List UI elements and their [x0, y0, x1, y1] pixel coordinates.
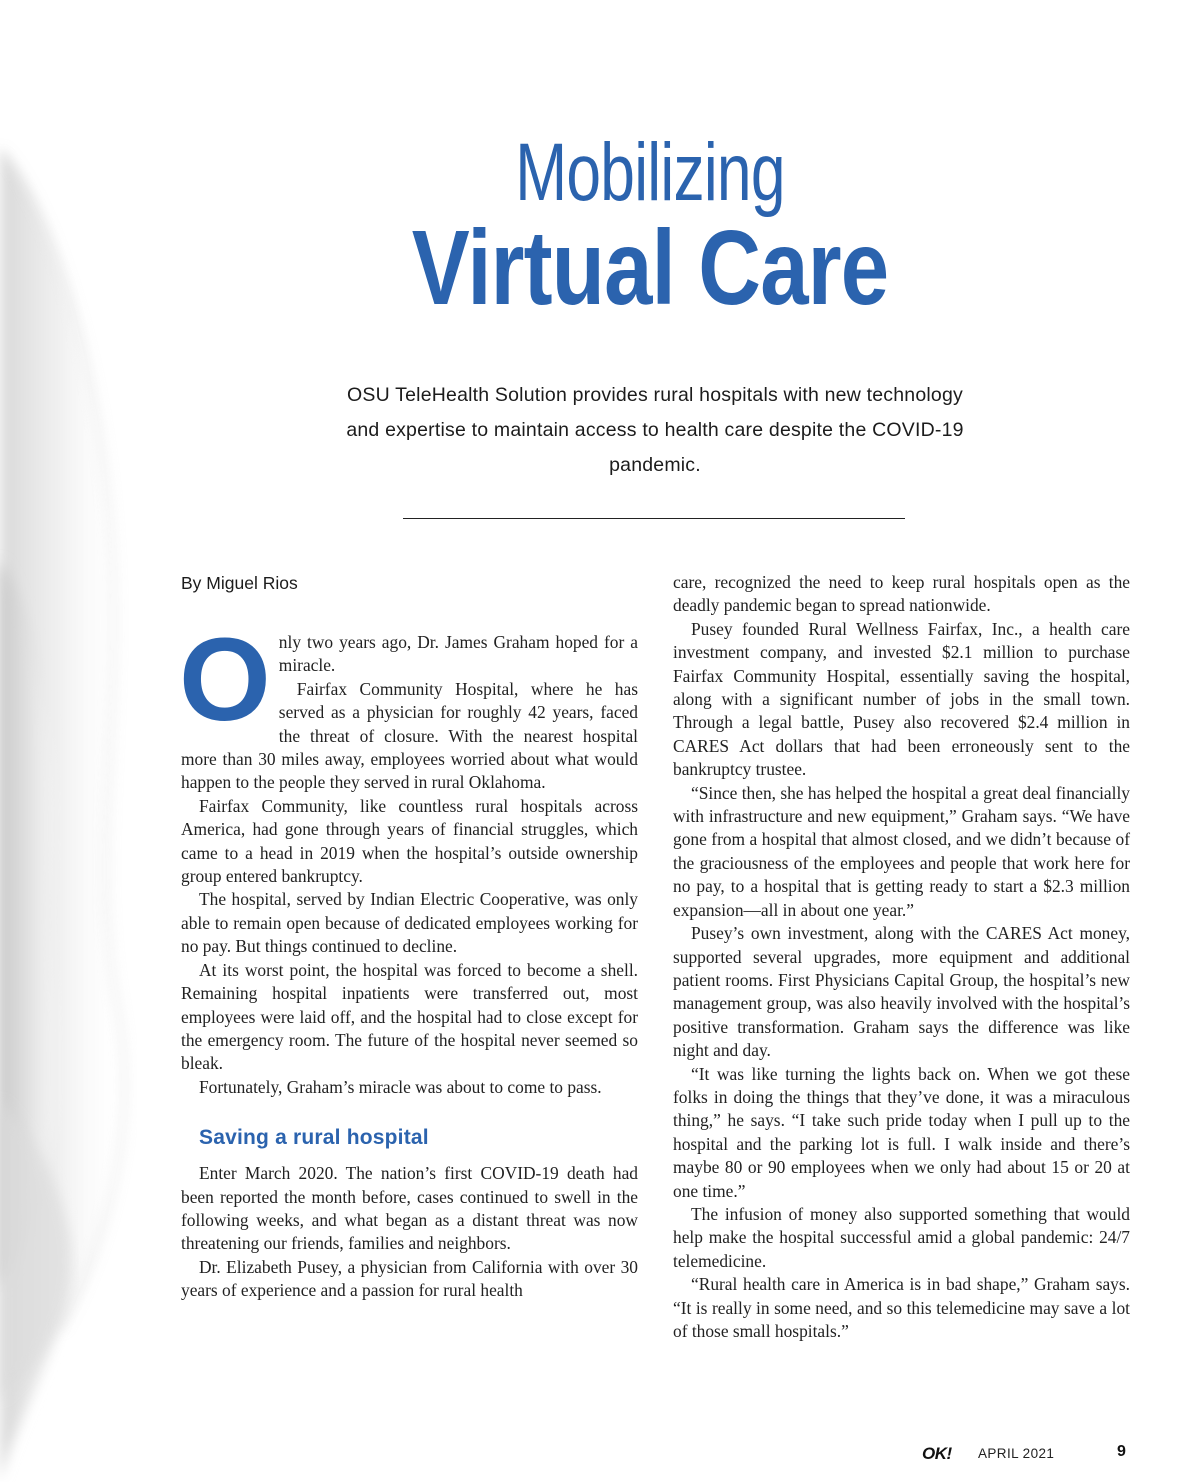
article-paragraph: At its worst point, the hospital was forced to become a shell. Remaining hospital inpatients were transferred out, most employees were laid off, and the hospital had to close except for the emergency room. The future of the hospital never seemed so bleak. — [181, 959, 638, 1074]
article-paragraph: Pusey’s own investment, along with the CARES Act money, supported several upgrades, more equipment and additional patient rooms. First Physicians Capital Group, the hospital’s new management group, was also heavily involved with the hospital’s positive transformation. Graham says the difference was like night and day. — [673, 923, 1130, 1061]
section-subhead: Saving a rural hospital — [199, 1126, 429, 1150]
headline — [250, 127, 1050, 327]
headline-line-2: Virtual Care — [411, 209, 889, 327]
article-paragraph: The hospital, served by Indian Electric Cooperative, was only able to remain open because of dedicated employees working for no pay. But things continued to decline. — [181, 889, 638, 957]
article-paragraph: care, recognized the need to keep rural hospitals open as the deadly pandemic began to spread nationwide. — [673, 572, 1130, 616]
drop-cap: O — [179, 614, 271, 746]
magazine-logo: OK! — [922, 1444, 952, 1463]
article-paragraph: Only two years ago, Dr. James Graham hoped for a miracle. — [179, 614, 638, 746]
article-paragraph: Pusey founded Rural Wellness Fairfax, Inc., a health care investment company, and invested $2.1 million to purchase Fairfax Community Hospital, essentially saving the hospital, along with a significant number of jobs in the small town. Through a legal battle, Pusey also recovered $2.4 million in CARES Act dollars that had been erroneously sent to the bankruptcy trustee. — [673, 618, 1130, 780]
article-paragraph: “Since then, she has helped the hospital a great deal financially with infrastructure and new equipment,” Graham says. “We have gone from a hospital that almost closed, and we didn’t because of the graciousness of the employees and people that work here for no pay, to a hospital that is getting ready to start a $2.3 million expansion—all in about one year.” — [673, 782, 1130, 920]
article-paragraph: “It was like turning the lights back on. When we got these folks in doing the things that they’ve done, it was a miraculous thing,” he says. “I take such pride today when I pull up to the hospital and the parking lot is full. I walk inside and there’s maybe 80 or 90 employees when we only had about 15 or 20 at one time.” — [673, 1063, 1130, 1201]
article-paragraph: Dr. Elizabeth Pusey, a physician from California with over 30 years of experience and a passion for rural health — [181, 1256, 638, 1301]
issue-date: APRIL 2021 — [978, 1446, 1055, 1461]
headline-line-1: Mobilizing — [515, 127, 785, 218]
white-fabric-image — [0, 0, 200, 1482]
divider-rule — [403, 518, 905, 519]
article-paragraph: Fairfax Community Hospital, where he has served as a physician for roughly 42 years, faced the threat of closure. With the nearest hospital more than 30 miles away, employees worried about what would happen to the people they served in rural Oklahoma. — [181, 678, 638, 793]
article-paragraph: “Rural health care in America is in bad shape,” Graham says. “It is really in some need, and so this telemedicine may save a lot of those small hospitals.” — [673, 1274, 1130, 1341]
article-column-right — [673, 571, 1130, 1343]
page-number: 9 — [1117, 1443, 1126, 1460]
article-paragraph: Fairfax Community, like countless rural hospitals across America, had gone through years of financial struggles, which came to a head in 2019 when the hospital’s outside ownership group entered bankruptcy. — [181, 795, 638, 887]
article-paragraph: Enter March 2020. The nation’s first COVID-19 death had been reported the month before, cases continued to swell in the following weeks, and what began as a distant threat was now threatening our friends, families and neighbors. — [181, 1163, 638, 1254]
article-column-left — [179, 614, 638, 1303]
deck-subtitle: OSU TeleHealth Solution provides rural hospitals with new technology and expertise to maintain access to health care despite the COVID-19 pandemic. — [346, 384, 964, 476]
article-paragraph: The infusion of money also supported something that would help make the hospital successful amid a global pandemic: 24/7 telemedicine. — [673, 1203, 1130, 1271]
article-paragraph: Fortunately, Graham’s miracle was about to come to pass. — [199, 1076, 602, 1097]
byline: By Miguel Rios — [181, 573, 298, 593]
